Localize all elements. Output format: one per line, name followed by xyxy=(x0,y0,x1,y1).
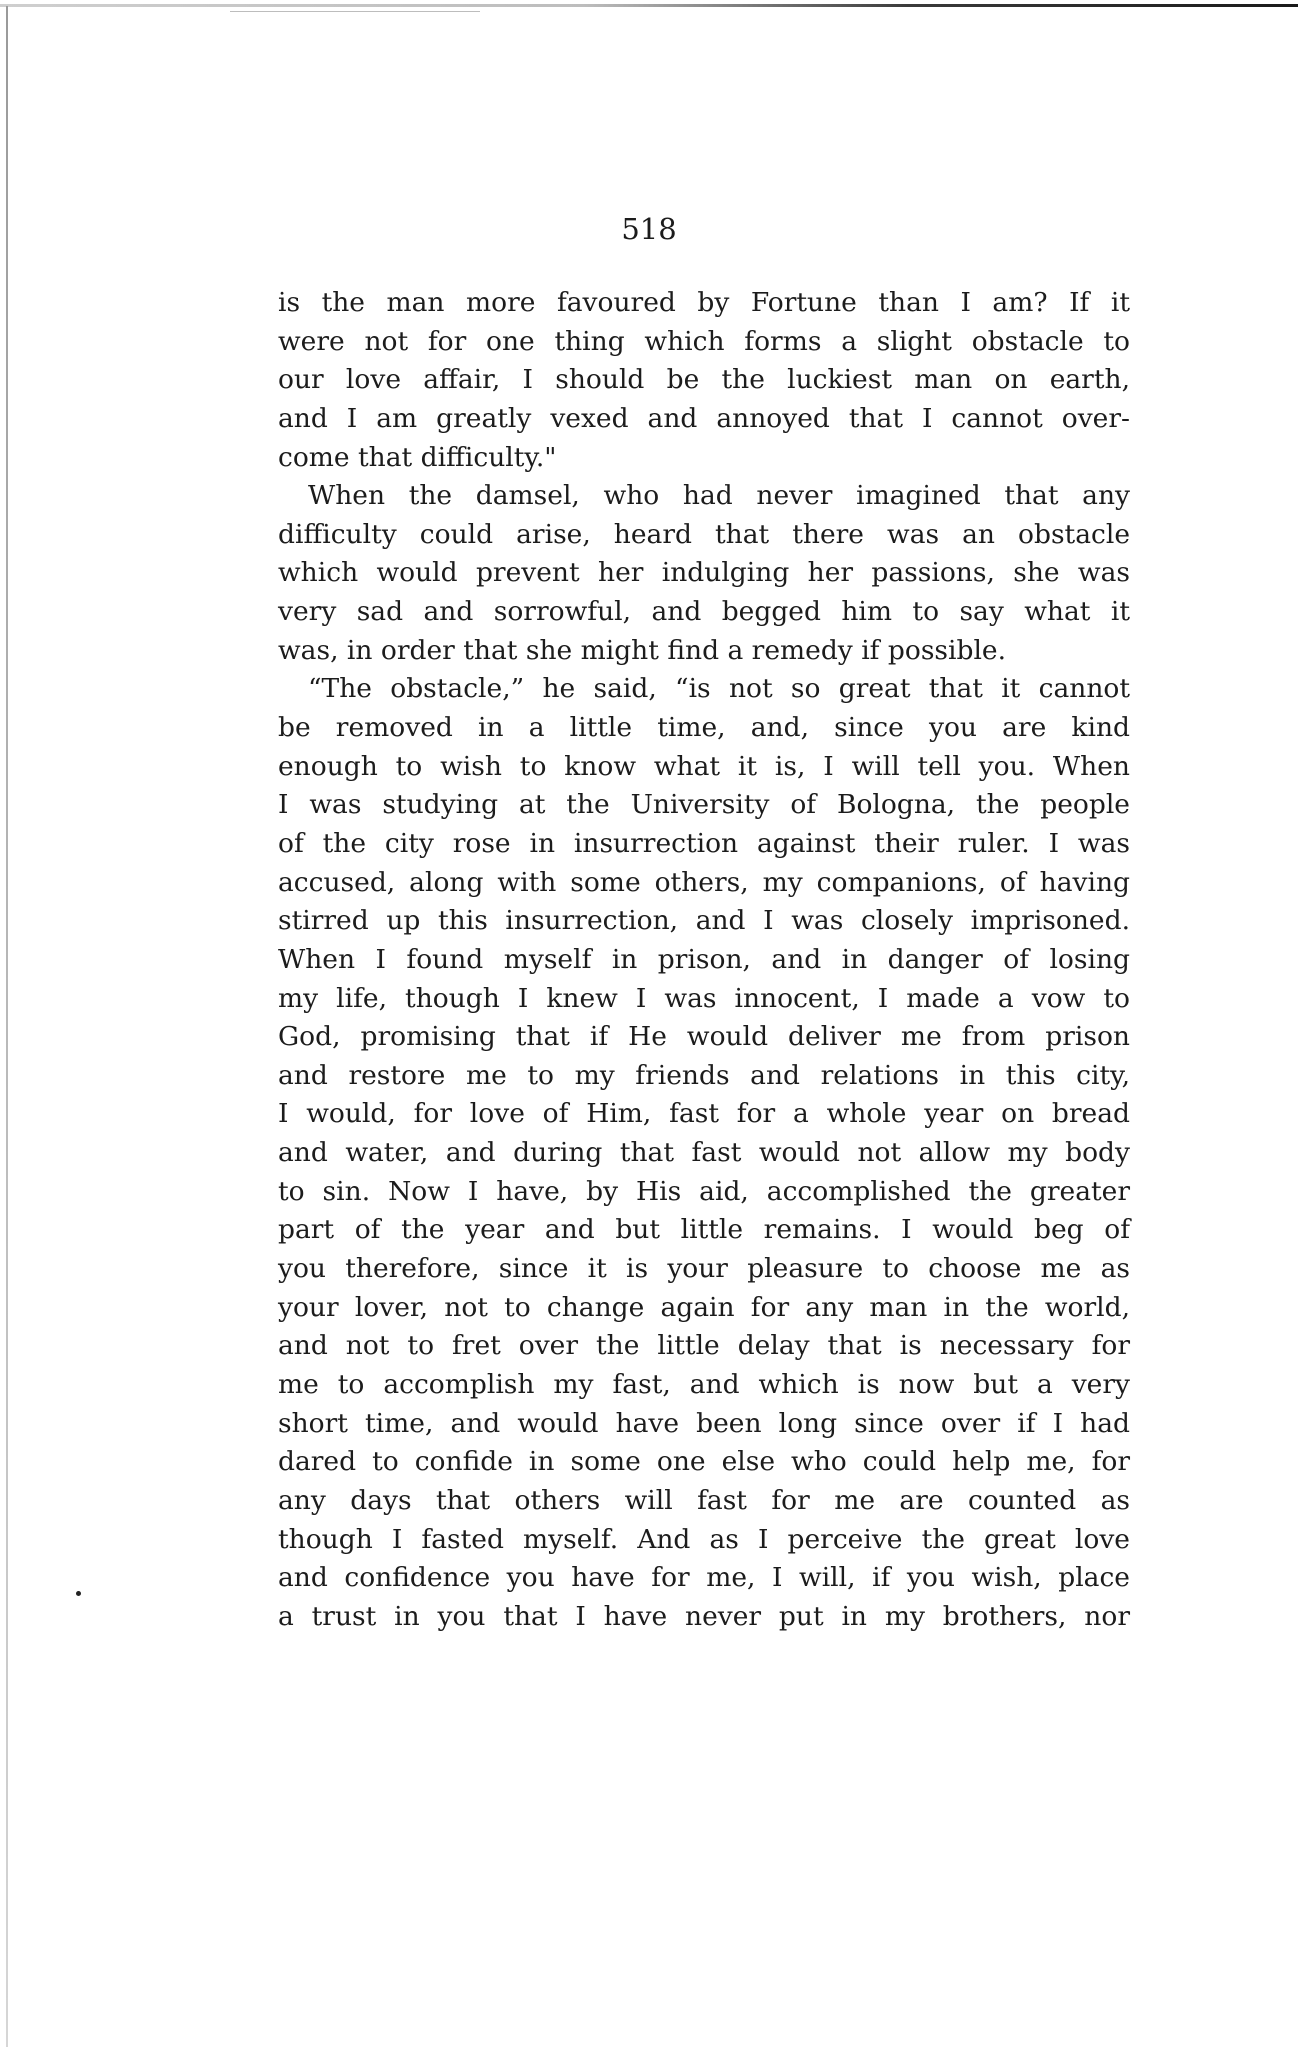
text-line: and water, and during that fast would not allow my body xyxy=(278,1137,1130,1169)
body-text xyxy=(278,284,1130,1636)
text-line: stirred up this insurrection, and I was closely imprisoned. xyxy=(278,905,1130,937)
text-line: were not for one thing which forms a slight obstacle to xyxy=(278,325,1130,357)
text-line: me to accomplish my fast, and which is now but a very xyxy=(278,1368,1130,1400)
text-line: dared to confide in some one else who could help me, for xyxy=(278,1446,1130,1478)
text-line: part of the year and but little remains. I would beg of xyxy=(278,1214,1130,1246)
scan-left-edge xyxy=(6,6,8,2047)
text-line: When I found myself in prison, and in danger of losing xyxy=(278,943,1130,975)
text-line: any days that others will fast for me are counted as xyxy=(278,1484,1130,1516)
text-line: short time, and would have been long since over if I had xyxy=(278,1407,1130,1439)
text-line: accused, along with some others, my companions, of having xyxy=(278,866,1130,898)
text-line: was, in order that she might find a remedy if possible. xyxy=(278,634,1007,666)
text-line: which would prevent her indulging her passions, she was xyxy=(278,557,1130,589)
scan-top-edge-thin xyxy=(230,11,480,12)
text-line: be removed in a little time, and, since you are kind xyxy=(278,712,1130,744)
text-line: difficulty could arise, heard that there was an obstacle xyxy=(278,518,1130,550)
text-line: is the man more favoured by Fortune than I am? If it xyxy=(278,287,1130,318)
paragraph-start-line: “The obstacle,” he said, “is not so great that it cannot xyxy=(308,673,1130,705)
text-line: very sad and sorrowful, and begged him to say what it xyxy=(278,596,1130,628)
text-line: and I am greatly vexed and annoyed that I cannot over- xyxy=(278,402,1130,434)
text-line: our love affair, I should be the luckiest man on earth, xyxy=(278,364,1130,396)
text-line: God, promising that if He would deliver me from prison xyxy=(278,1021,1130,1053)
text-line: I was studying at the University of Bologna, the people xyxy=(278,789,1130,821)
text-line: your lover, not to change again for any man in the world, xyxy=(278,1291,1130,1323)
scan-speck xyxy=(76,1591,81,1596)
text-line: of the city rose in insurrection against their ruler. I was xyxy=(278,827,1130,859)
text-line: and not to fret over the little delay that is necessary for xyxy=(278,1330,1130,1362)
text-line: you therefore, since it is your pleasure to choose me as xyxy=(278,1253,1130,1285)
text-line: enough to wish to know what it is, I will tell you. When xyxy=(278,750,1130,782)
text-line: though I fasted myself. And as I perceive the great love xyxy=(278,1523,1130,1555)
text-line: and restore me to my friends and relations in this city, xyxy=(278,1059,1130,1091)
text-line: I would, for love of Him, fast for a whole year on bread xyxy=(278,1098,1130,1130)
paragraph-start-line: When the damsel, who had never imagined that any xyxy=(308,480,1130,512)
text-line: come that difficulty." xyxy=(278,441,557,473)
page-number: 518 xyxy=(621,212,677,246)
text-line: and confidence you have for me, I will, if you wish, place xyxy=(278,1562,1130,1594)
scan-top-edge xyxy=(0,4,1298,7)
text-line: my life, though I knew I was innocent, I made a vow to xyxy=(278,982,1130,1014)
text-line: a trust in you that I have never put in my brothers, nor xyxy=(278,1600,1130,1632)
text-line: to sin. Now I have, by His aid, accomplished the greater xyxy=(278,1175,1130,1207)
